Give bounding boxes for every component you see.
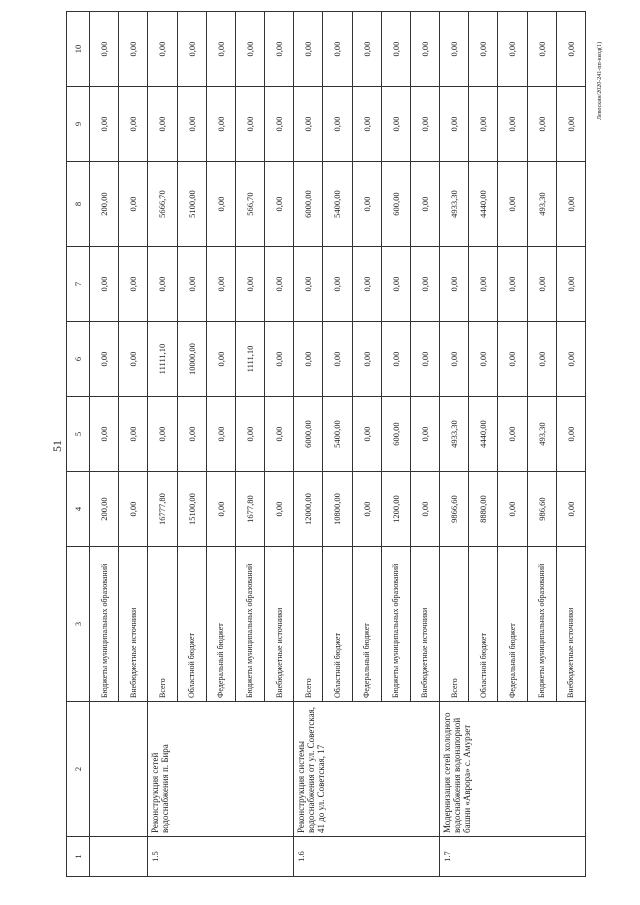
project-name: Модернизация сетей холодного водоснабжения водонапорной башни «Аврора» с. Амурзет [440,702,586,837]
empty-num-cell [90,837,148,877]
value-cell: 10000,00 [177,322,206,397]
funding-source: Федеральный бюджет [352,547,381,702]
value-cell: 0,00 [265,12,294,87]
value-cell: 0,00 [381,87,410,162]
value-cell: 0,00 [206,322,235,397]
value-cell: 0,00 [498,247,527,322]
value-cell: 0,00 [527,12,556,87]
value-cell: 0,00 [90,322,119,397]
value-cell: 0,00 [265,322,294,397]
value-cell: 0,00 [235,397,264,472]
value-cell: 0,00 [352,322,381,397]
item-number: 1.6 [294,837,440,877]
value-cell: 1677,80 [235,472,264,547]
page-number: 51 [50,440,64,452]
value-cell: 0,00 [556,322,585,397]
value-cell: 0,00 [469,12,498,87]
value-cell: 0,00 [556,162,585,247]
value-cell: 0,00 [440,322,469,397]
funding-source: Всего [148,547,177,702]
table-row [440,12,469,877]
funding-source: Бюджеты муниципальных образований [90,547,119,702]
value-cell: 0,00 [381,322,410,397]
value-cell: 0,00 [410,472,439,547]
value-cell: 200,00 [90,162,119,247]
value-cell: 0,00 [498,397,527,472]
value-cell: 0,00 [440,247,469,322]
value-cell: 0,00 [527,247,556,322]
value-cell: 600,00 [381,397,410,472]
funding-source: Всего [294,547,323,702]
value-cell: 0,00 [148,87,177,162]
value-cell: 0,00 [440,12,469,87]
value-cell: 0,00 [265,397,294,472]
value-cell: 11111,10 [148,322,177,397]
value-cell: 0,00 [469,322,498,397]
value-cell: 0,00 [119,247,148,322]
value-cell: 0,00 [265,87,294,162]
table-row [90,12,119,877]
value-cell: 566,70 [235,162,264,247]
value-cell: 5400,00 [323,397,352,472]
value-cell: 4440,00 [469,162,498,247]
value-cell: 0,00 [265,472,294,547]
funding-source: Внебюджетные источники [119,547,148,702]
value-cell: 0,00 [177,247,206,322]
value-cell: 0,00 [90,397,119,472]
value-cell: 10800,00 [323,472,352,547]
column-header-1: 1 [67,837,90,877]
value-cell: 0,00 [410,162,439,247]
value-cell: 493,30 [527,397,556,472]
value-cell: 0,00 [148,397,177,472]
value-cell: 0,00 [556,472,585,547]
value-cell: 0,00 [410,247,439,322]
value-cell: 0,00 [294,12,323,87]
value-cell: 0,00 [498,162,527,247]
value-cell: 0,00 [381,12,410,87]
funding-source: Всего [440,547,469,702]
value-cell: 4933,30 [440,397,469,472]
value-cell: 12000,00 [294,472,323,547]
funding-source: Внебюджетные источники [410,547,439,702]
value-cell: 0,00 [410,397,439,472]
column-header-5: 5 [67,397,90,472]
value-cell: 0,00 [294,87,323,162]
funding-source: Федеральный бюджет [206,547,235,702]
funding-source: Областной бюджет [469,547,498,702]
value-cell: 0,00 [294,322,323,397]
table-row [294,12,323,877]
item-number: 1.7 [440,837,586,877]
value-cell: 0,00 [352,162,381,247]
value-cell: 4933,30 [440,162,469,247]
value-cell: 0,00 [294,247,323,322]
value-cell: 0,00 [235,12,264,87]
value-cell: 200,00 [90,472,119,547]
value-cell: 16777,80 [148,472,177,547]
value-cell: 1200,00 [381,472,410,547]
value-cell: 4440,00 [469,397,498,472]
value-cell: 0,00 [469,87,498,162]
value-cell: 0,00 [148,247,177,322]
value-cell: 0,00 [323,87,352,162]
value-cell: 5100,00 [177,162,206,247]
value-cell: 0,00 [352,87,381,162]
column-header-8: 8 [67,162,90,247]
project-name: Реконструкция сетей водоснабжения п. Бира [148,702,294,837]
value-cell: 0,00 [148,12,177,87]
funding-source: Внебюджетные источники [556,547,585,702]
value-cell: 0,00 [323,322,352,397]
header-row [67,12,90,877]
value-cell: 0,00 [556,12,585,87]
value-cell: 0,00 [206,472,235,547]
funding-source: Областной бюджет [177,547,206,702]
value-cell: 0,00 [235,247,264,322]
value-cell: 0,00 [556,247,585,322]
table-row [148,12,177,877]
value-cell: 0,00 [206,247,235,322]
value-cell: 0,00 [440,87,469,162]
funding-source: Внебюджетные источники [265,547,294,702]
value-cell: 0,00 [90,247,119,322]
value-cell: 0,00 [498,322,527,397]
value-cell: 0,00 [556,87,585,162]
column-header-10: 10 [67,12,90,87]
value-cell: 0,00 [206,162,235,247]
value-cell: 0,00 [90,12,119,87]
value-cell: 0,00 [469,247,498,322]
value-cell: 0,00 [527,322,556,397]
column-header-7: 7 [67,247,90,322]
value-cell: 0,00 [323,247,352,322]
value-cell: 5400,00 [323,162,352,247]
value-cell: 0,00 [381,247,410,322]
column-header-2: 2 [67,702,90,837]
value-cell: 0,00 [90,87,119,162]
funding-source: Бюджеты муниципальных образований [381,547,410,702]
value-cell: 0,00 [206,12,235,87]
value-cell: 0,00 [352,397,381,472]
value-cell: 0,00 [498,12,527,87]
value-cell: 0,00 [410,87,439,162]
column-header-9: 9 [67,87,90,162]
value-cell: 0,00 [119,472,148,547]
value-cell: 0,00 [556,397,585,472]
value-cell: 0,00 [527,87,556,162]
value-cell: 0,00 [265,247,294,322]
funding-source: Бюджеты муниципальных образований [527,547,556,702]
table-container [66,12,586,877]
value-cell: 9866,60 [440,472,469,547]
value-cell: 0,00 [352,472,381,547]
value-cell: 6000,00 [294,397,323,472]
value-cell: 0,00 [177,12,206,87]
column-header-6: 6 [67,322,90,397]
empty-name-cell [90,702,148,837]
value-cell: 0,00 [498,87,527,162]
column-header-4: 4 [67,472,90,547]
value-cell: 8880,00 [469,472,498,547]
value-cell: 0,00 [352,247,381,322]
value-cell: 493,30 [527,162,556,247]
funding-source: Федеральный бюджет [498,547,527,702]
value-cell: 0,00 [206,397,235,472]
value-cell: 0,00 [410,12,439,87]
value-cell: 6000,00 [294,162,323,247]
value-cell: 0,00 [206,87,235,162]
value-cell: 0,00 [177,397,206,472]
funding-source: Бюджеты муниципальных образований [235,547,264,702]
value-cell: 15100,00 [177,472,206,547]
project-name: Реконструкция системы водоснабжения от ул. Советская, 41 до ул. Советская, 17 [294,702,440,837]
value-cell: 986,60 [527,472,556,547]
value-cell: 5666,70 [148,162,177,247]
column-header-3: 3 [67,547,90,702]
value-cell: 1111,10 [235,322,264,397]
value-cell: 0,00 [119,162,148,247]
value-cell: 0,00 [265,162,294,247]
value-cell: 0,00 [498,472,527,547]
value-cell: 600,00 [381,162,410,247]
funding-source: Областной бюджет [323,547,352,702]
value-cell: 0,00 [323,12,352,87]
document-code: Левоскин/2020-241-пп-ккод(1) [597,41,603,120]
value-cell: 0,00 [119,12,148,87]
value-cell: 0,00 [119,397,148,472]
value-cell: 0,00 [235,87,264,162]
value-cell: 0,00 [119,87,148,162]
value-cell: 0,00 [119,322,148,397]
value-cell: 0,00 [177,87,206,162]
value-cell: 0,00 [352,12,381,87]
item-number: 1.5 [148,837,294,877]
budget-table [66,11,586,877]
value-cell: 0,00 [410,322,439,397]
